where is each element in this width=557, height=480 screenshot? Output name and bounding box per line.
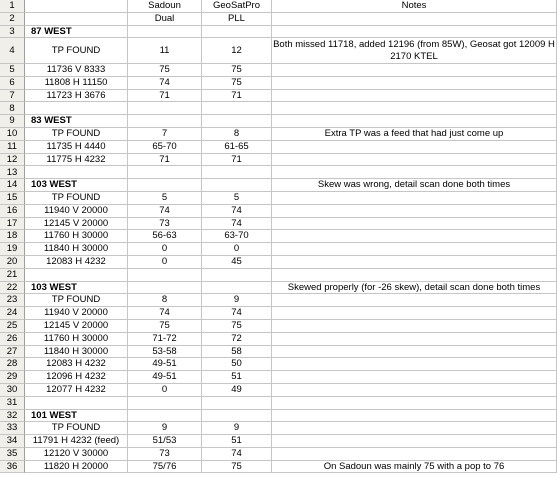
notes-cell[interactable] <box>272 422 557 435</box>
notes-cell[interactable] <box>272 141 557 154</box>
label-cell[interactable]: TP FOUND <box>25 294 128 307</box>
row-header[interactable]: 24 <box>0 307 25 320</box>
sadoun-cell[interactable] <box>128 397 202 410</box>
notes-cell[interactable] <box>272 166 557 179</box>
sadoun-cell[interactable]: 7 <box>128 128 202 141</box>
label-cell[interactable] <box>25 0 128 13</box>
sadoun-cell[interactable]: 65-70 <box>128 141 202 154</box>
row-header[interactable]: 26 <box>0 333 25 346</box>
row-header[interactable]: 16 <box>0 205 25 218</box>
geosatpro-cell[interactable] <box>202 166 272 179</box>
notes-cell[interactable] <box>272 397 557 410</box>
label-cell[interactable]: 12120 V 30000 <box>25 448 128 461</box>
notes-cell[interactable] <box>272 64 557 77</box>
sadoun-cell[interactable]: 51/53 <box>128 435 202 448</box>
sadoun-cell[interactable] <box>128 269 202 282</box>
notes-cell[interactable] <box>272 256 557 269</box>
label-cell[interactable] <box>25 102 128 115</box>
notes-cell[interactable] <box>272 294 557 307</box>
geosatpro-cell[interactable]: 74 <box>202 307 272 320</box>
section-title-cell[interactable]: 103 WEST <box>25 282 128 295</box>
notes-cell[interactable] <box>272 205 557 218</box>
geosatpro-cell[interactable]: 75 <box>202 77 272 90</box>
sadoun-cell[interactable]: 56-63 <box>128 230 202 243</box>
geosatpro-cell[interactable]: 50 <box>202 358 272 371</box>
notes-cell[interactable]: Skewed properly (for -26 skew), detail scan done both times <box>272 282 557 295</box>
row-header[interactable]: 9 <box>0 115 25 128</box>
geosatpro-cell[interactable]: 75 <box>202 320 272 333</box>
geosatpro-cell[interactable] <box>202 397 272 410</box>
sadoun-cell[interactable] <box>128 282 202 295</box>
sadoun-cell[interactable]: 73 <box>128 448 202 461</box>
sadoun-cell[interactable]: 74 <box>128 307 202 320</box>
label-cell[interactable] <box>25 397 128 410</box>
geosatpro-cell[interactable]: 61-65 <box>202 141 272 154</box>
row-header[interactable]: 3 <box>0 26 25 39</box>
sadoun-cell[interactable]: 8 <box>128 294 202 307</box>
notes-cell[interactable] <box>272 115 557 128</box>
sadoun-cell[interactable]: 5 <box>128 192 202 205</box>
row-header[interactable]: 22 <box>0 282 25 295</box>
geosatpro-cell[interactable]: 45 <box>202 256 272 269</box>
label-cell[interactable]: 11940 V 20000 <box>25 307 128 320</box>
geosatpro-cell[interactable]: 0 <box>202 243 272 256</box>
row-header[interactable]: 14 <box>0 179 25 192</box>
geosatpro-cell[interactable]: 74 <box>202 218 272 231</box>
row-header[interactable]: 28 <box>0 358 25 371</box>
label-cell[interactable] <box>25 269 128 282</box>
notes-cell[interactable] <box>272 358 557 371</box>
row-header[interactable]: 12 <box>0 154 25 167</box>
sadoun-cell[interactable]: 0 <box>128 384 202 397</box>
section-title-cell[interactable]: 101 WEST <box>25 410 128 423</box>
label-cell[interactable]: 11840 H 30000 <box>25 243 128 256</box>
geosatpro-cell[interactable]: 63-70 <box>202 230 272 243</box>
label-cell[interactable]: 11736 V 8333 <box>25 64 128 77</box>
geosatpro-cell[interactable]: 51 <box>202 371 272 384</box>
notes-cell[interactable] <box>272 320 557 333</box>
row-header[interactable]: 31 <box>0 397 25 410</box>
notes-cell[interactable] <box>272 384 557 397</box>
sadoun-cell[interactable]: 75 <box>128 320 202 333</box>
row-header[interactable]: 4 <box>0 38 25 64</box>
label-cell[interactable]: 11775 H 4232 <box>25 154 128 167</box>
row-header[interactable]: 11 <box>0 141 25 154</box>
label-cell[interactable] <box>25 13 128 26</box>
notes-cell[interactable] <box>272 346 557 359</box>
notes-cell[interactable] <box>272 192 557 205</box>
row-header[interactable]: 20 <box>0 256 25 269</box>
geosatpro-cell[interactable]: 75 <box>202 461 272 474</box>
notes-cell[interactable] <box>272 154 557 167</box>
geosatpro-cell[interactable]: 74 <box>202 205 272 218</box>
sadoun-cell[interactable]: 53-58 <box>128 346 202 359</box>
label-cell[interactable]: 11808 H 11150 <box>25 77 128 90</box>
notes-cell[interactable] <box>272 410 557 423</box>
sadoun-cell[interactable] <box>128 102 202 115</box>
row-header[interactable]: 7 <box>0 90 25 103</box>
row-header[interactable]: 35 <box>0 448 25 461</box>
label-cell[interactable]: 12145 V 20000 <box>25 218 128 231</box>
label-cell[interactable]: 12145 V 20000 <box>25 320 128 333</box>
geosatpro-cell[interactable]: 71 <box>202 90 272 103</box>
notes-cell[interactable] <box>272 13 557 26</box>
row-header[interactable]: 25 <box>0 320 25 333</box>
geosatpro-cell[interactable] <box>202 26 272 39</box>
sadoun-cell[interactable]: 71 <box>128 154 202 167</box>
notes-cell[interactable] <box>272 218 557 231</box>
geosatpro-cell[interactable]: GeoSatPro <box>202 0 272 13</box>
geosatpro-cell[interactable]: 51 <box>202 435 272 448</box>
label-cell[interactable]: 11735 H 4440 <box>25 141 128 154</box>
sadoun-cell[interactable]: 9 <box>128 422 202 435</box>
row-header[interactable]: 21 <box>0 269 25 282</box>
label-cell[interactable]: 12083 H 4232 <box>25 358 128 371</box>
geosatpro-cell[interactable]: 58 <box>202 346 272 359</box>
notes-cell[interactable] <box>272 333 557 346</box>
row-header[interactable]: 29 <box>0 371 25 384</box>
sadoun-cell[interactable]: 74 <box>128 77 202 90</box>
notes-cell[interactable] <box>272 230 557 243</box>
sadoun-cell[interactable]: 75 <box>128 64 202 77</box>
geosatpro-cell[interactable]: 9 <box>202 294 272 307</box>
geosatpro-cell[interactable]: 12 <box>202 38 272 64</box>
row-header[interactable]: 5 <box>0 64 25 77</box>
row-header[interactable]: 13 <box>0 166 25 179</box>
label-cell[interactable]: 11791 H 4232 (feed) <box>25 435 128 448</box>
notes-cell[interactable] <box>272 90 557 103</box>
geosatpro-cell[interactable]: 74 <box>202 448 272 461</box>
geosatpro-cell[interactable]: 9 <box>202 422 272 435</box>
label-cell[interactable]: TP FOUND <box>25 422 128 435</box>
label-cell[interactable]: TP FOUND <box>25 192 128 205</box>
sadoun-cell[interactable] <box>128 410 202 423</box>
row-header[interactable]: 6 <box>0 77 25 90</box>
label-cell[interactable]: 11723 H 3676 <box>25 90 128 103</box>
geosatpro-cell[interactable] <box>202 410 272 423</box>
sadoun-cell[interactable]: 71-72 <box>128 333 202 346</box>
notes-cell[interactable] <box>272 102 557 115</box>
sadoun-cell[interactable]: 11 <box>128 38 202 64</box>
section-title-cell[interactable]: 87 WEST <box>25 26 128 39</box>
geosatpro-cell[interactable]: 8 <box>202 128 272 141</box>
label-cell[interactable]: TP FOUND <box>25 38 128 64</box>
row-header[interactable]: 15 <box>0 192 25 205</box>
geosatpro-cell[interactable] <box>202 179 272 192</box>
geosatpro-cell[interactable]: PLL <box>202 13 272 26</box>
sadoun-cell[interactable]: 0 <box>128 243 202 256</box>
notes-cell[interactable] <box>272 435 557 448</box>
notes-cell[interactable]: Skew was wrong, detail scan done both times <box>272 179 557 192</box>
sadoun-cell[interactable]: 71 <box>128 90 202 103</box>
label-cell[interactable]: 11940 V 20000 <box>25 205 128 218</box>
geosatpro-cell[interactable]: 72 <box>202 333 272 346</box>
row-header[interactable]: 2 <box>0 13 25 26</box>
label-cell[interactable]: 12096 H 4232 <box>25 371 128 384</box>
geosatpro-cell[interactable]: 49 <box>202 384 272 397</box>
geosatpro-cell[interactable] <box>202 282 272 295</box>
sadoun-cell[interactable]: 49-51 <box>128 358 202 371</box>
notes-cell[interactable] <box>272 77 557 90</box>
label-cell[interactable]: 11820 H 20000 <box>25 461 128 474</box>
row-header[interactable]: 33 <box>0 422 25 435</box>
geosatpro-cell[interactable] <box>202 269 272 282</box>
label-cell[interactable]: TP FOUND <box>25 128 128 141</box>
notes-cell[interactable] <box>272 371 557 384</box>
label-cell[interactable]: 12077 H 4232 <box>25 384 128 397</box>
row-header[interactable]: 36 <box>0 461 25 474</box>
row-header[interactable]: 18 <box>0 230 25 243</box>
notes-cell[interactable]: Notes <box>272 0 557 13</box>
geosatpro-cell[interactable] <box>202 115 272 128</box>
geosatpro-cell[interactable]: 75 <box>202 64 272 77</box>
sadoun-cell[interactable]: Sadoun <box>128 0 202 13</box>
label-cell[interactable]: 12083 H 4232 <box>25 256 128 269</box>
sadoun-cell[interactable]: 75/76 <box>128 461 202 474</box>
row-header[interactable]: 23 <box>0 294 25 307</box>
label-cell[interactable] <box>25 166 128 179</box>
notes-cell[interactable] <box>272 269 557 282</box>
row-header[interactable]: 8 <box>0 102 25 115</box>
row-header[interactable]: 34 <box>0 435 25 448</box>
row-header[interactable]: 17 <box>0 218 25 231</box>
geosatpro-cell[interactable]: 71 <box>202 154 272 167</box>
row-header[interactable]: 19 <box>0 243 25 256</box>
notes-cell[interactable]: Both missed 11718, added 12196 (from 85W), Geosat got 12009 H 2170 KTEL <box>272 38 557 64</box>
sadoun-cell[interactable]: 49-51 <box>128 371 202 384</box>
notes-cell[interactable]: On Sadoun was mainly 75 with a pop to 76 <box>272 461 557 474</box>
label-cell[interactable]: 11760 H 30000 <box>25 230 128 243</box>
sadoun-cell[interactable] <box>128 26 202 39</box>
geosatpro-cell[interactable] <box>202 102 272 115</box>
notes-cell[interactable] <box>272 243 557 256</box>
notes-cell[interactable] <box>272 448 557 461</box>
geosatpro-cell[interactable]: 5 <box>202 192 272 205</box>
sadoun-cell[interactable]: 73 <box>128 218 202 231</box>
sadoun-cell[interactable] <box>128 179 202 192</box>
notes-cell[interactable] <box>272 307 557 320</box>
row-header[interactable]: 1 <box>0 0 25 13</box>
row-header[interactable]: 10 <box>0 128 25 141</box>
label-cell[interactable]: 11840 H 30000 <box>25 346 128 359</box>
label-cell[interactable]: 11760 H 30000 <box>25 333 128 346</box>
sadoun-cell[interactable] <box>128 166 202 179</box>
sadoun-cell[interactable]: Dual <box>128 13 202 26</box>
sadoun-cell[interactable]: 74 <box>128 205 202 218</box>
row-header[interactable]: 32 <box>0 410 25 423</box>
row-header[interactable]: 30 <box>0 384 25 397</box>
row-header[interactable]: 27 <box>0 346 25 359</box>
section-title-cell[interactable]: 83 WEST <box>25 115 128 128</box>
notes-cell[interactable] <box>272 26 557 39</box>
section-title-cell[interactable]: 103 WEST <box>25 179 128 192</box>
sadoun-cell[interactable] <box>128 115 202 128</box>
notes-cell[interactable]: Extra TP was a feed that had just come up <box>272 128 557 141</box>
sadoun-cell[interactable]: 0 <box>128 256 202 269</box>
